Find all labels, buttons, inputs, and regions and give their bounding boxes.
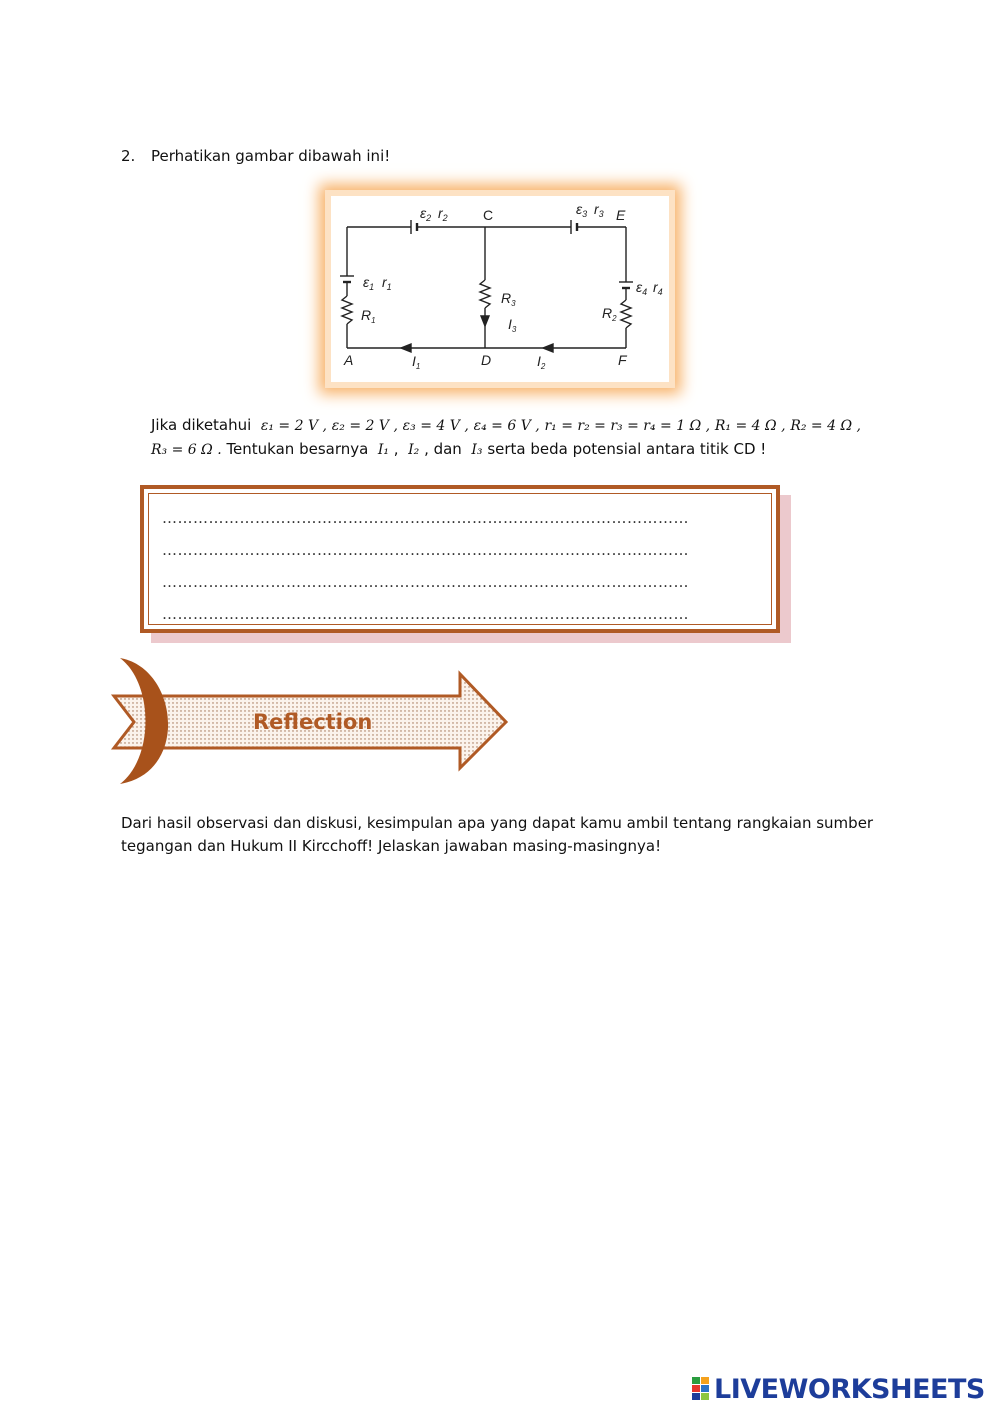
label-e2: $\varepsilon_2$ [420, 205, 432, 223]
question-title: Perhatikan gambar dibawah ini! [151, 147, 391, 165]
circuit-figure [331, 196, 669, 382]
given-r2: R₂ = 4 Ω , [790, 418, 861, 434]
logo-mark-cell [692, 1385, 700, 1392]
arrow-i3 [481, 316, 489, 326]
given-r3: R₃ = 6 Ω . [151, 442, 222, 458]
reflection-title: Reflection [253, 710, 373, 734]
given-i2: I₂ [408, 442, 420, 458]
label-r2: $r_2$ [438, 205, 448, 223]
label-f: F [618, 352, 627, 368]
arrow-i1 [401, 344, 411, 352]
label-resistor-r2: $R_2$ [602, 305, 617, 323]
label-r3: $r_3$ [594, 201, 604, 219]
given-separator: , [393, 440, 399, 458]
logo-mark-cell [701, 1385, 709, 1392]
label-d: D [481, 352, 492, 368]
answer-line-4[interactable]: ………………………………………………………………………………………… [162, 605, 689, 623]
label-i3: $I_3$ [508, 316, 517, 334]
label-r4: $r_4$ [653, 279, 663, 297]
reflection-prompt: Dari hasil observasi dan diskusi, kesimpulan apa yang dapat kamu ambil tentang rangkaian sumber tegangan dan Hukum II Kircchoff! Jelaskan jawaban masing-masingnya! [121, 814, 874, 855]
label-e: E [616, 207, 626, 223]
label-e4: $\varepsilon_4$ [636, 279, 648, 297]
given-internal-resistances: r₁ = r₂ = r₃ = r₄ = 1 Ω , [544, 418, 711, 434]
label-e3: $\varepsilon_3$ [576, 201, 588, 219]
given-r1: R₁ = 4 Ω , [714, 418, 786, 434]
label-e1: $\varepsilon_1$ [363, 274, 375, 292]
given-emf1: ε₁ = 2 V , [260, 418, 327, 434]
logo-text: LIVEWORKSHEETS [714, 1374, 985, 1405]
logo-mark-cell [692, 1377, 700, 1384]
resistor-r2 [621, 300, 631, 328]
given-ask: Tentukan besarnya [226, 440, 369, 458]
label-c: C [483, 207, 494, 223]
logo-mark-cell [692, 1393, 700, 1400]
given-i3: I₃ [471, 442, 483, 458]
answer-line-3[interactable]: ………………………………………………………………………………………… [162, 573, 689, 591]
given-i1: I₁ [377, 442, 390, 458]
answer-line-1[interactable]: ………………………………………………………………………………………… [162, 509, 689, 527]
given-intro: Jika diketahui [151, 416, 252, 434]
answer-box[interactable] [140, 485, 780, 633]
given-emf2: ε₂ = 2 V , [331, 418, 398, 434]
label-i1: $I_1$ [412, 353, 421, 371]
label-a: A [344, 352, 354, 368]
logo-mark-cell [701, 1377, 709, 1384]
label-i2: $I_2$ [537, 353, 546, 371]
given-emf4: ε₄ = 6 V , [473, 418, 540, 434]
label-r1: $r_1$ [382, 274, 392, 292]
answer-line-2[interactable]: ………………………………………………………………………………………… [162, 541, 689, 559]
given-values [151, 414, 881, 462]
given-emf3: ε₃ = 4 V , [402, 418, 469, 434]
label-resistor-r3: $R_3$ [501, 290, 516, 308]
logo-mark-icon [692, 1377, 710, 1401]
resistor-r1 [342, 296, 352, 324]
resistor-r3 [480, 280, 490, 308]
circuit-diagram [331, 196, 669, 382]
question-number: 2. [121, 147, 136, 165]
logo-mark-cell [701, 1393, 709, 1400]
label-resistor-r1: $R_1$ [361, 307, 376, 325]
given-dan: , dan [424, 440, 462, 458]
given-ask-end: serta beda potensial antara titik CD ! [487, 440, 767, 458]
arrow-i2 [543, 344, 553, 352]
